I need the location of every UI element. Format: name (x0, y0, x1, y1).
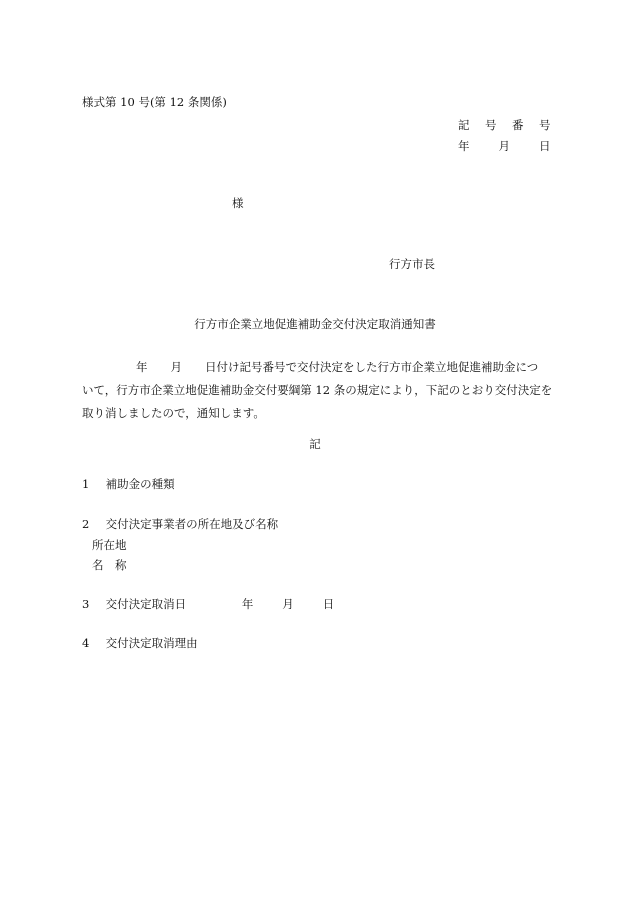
item-1 (82, 479, 175, 491)
item-number: 1 (82, 477, 90, 491)
body-line-2: いて，行方市企業立地促進補助金交付要綱第 12 条の規定により，下記のとおり交付決定を (82, 383, 553, 397)
reference-block (458, 118, 553, 160)
item-number: 3 (82, 597, 90, 611)
reference-number-line: 記 号 番 号 (458, 118, 553, 132)
reference-date-line: 年 月 日 (458, 139, 553, 153)
item-number: 4 (82, 636, 90, 650)
body-paragraph (82, 356, 553, 425)
item-3 (82, 599, 336, 611)
cancellation-date: 年 月 日 (241, 597, 337, 611)
body-line-3: 取り消しましたので，通知します。 (82, 406, 265, 420)
item-4 (82, 638, 198, 650)
item-2 (82, 519, 278, 531)
document-title: 行方市企業立地促進補助金交付決定取消通知書 (194, 317, 436, 331)
item-number: 2 (82, 517, 90, 531)
sub-item-location: 所在地 (92, 538, 127, 552)
item-label: 交付決定事業者の所在地及び名称 (105, 517, 279, 531)
sub-item-name: 名 称 (92, 558, 127, 572)
item-label: 交付決定取消理由 (105, 636, 198, 650)
addressee-suffix: 様 (232, 196, 244, 210)
ki-heading: 記 (309, 437, 321, 451)
form-number-label: 様式第 10 号(第 12 条関係) (82, 95, 227, 109)
issuer-name: 行方市長 (389, 257, 435, 271)
item-label: 交付決定取消日 (105, 597, 187, 611)
item-label: 補助金の種類 (105, 477, 175, 491)
body-line-1: 年 月 日付け記号番号で交付決定をした行方市企業立地促進補助金につ (136, 360, 539, 374)
